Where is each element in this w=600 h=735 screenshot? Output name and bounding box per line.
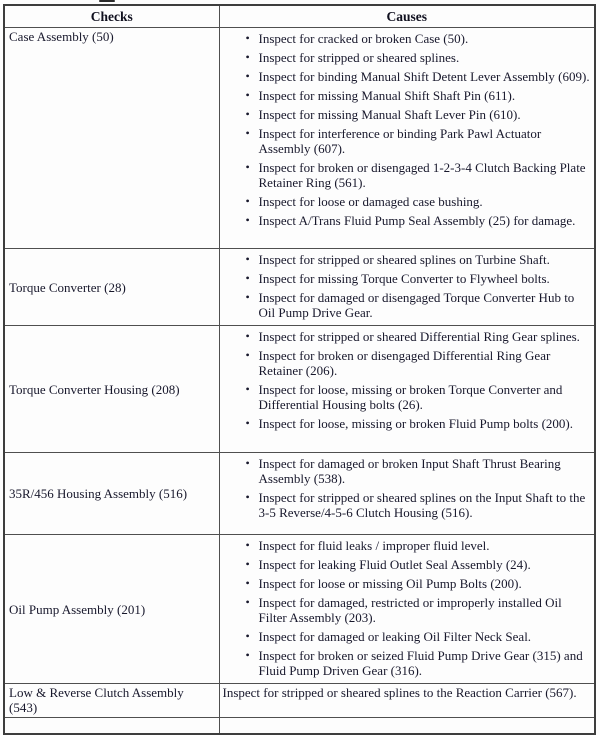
cause-item [246,557,593,572]
column-header-causes: Causes [219,5,595,28]
table-row [4,326,595,453]
cause-item [246,595,593,625]
cause-item [246,31,593,46]
causes-list [220,326,595,436]
bullet-icon: • [245,69,250,83]
cause-text: Inspect for loose or missing Oil Pump Bolts (200). [258,576,522,591]
cause-text: Inspect for stripped or sheared splines on Turbine Shaft. [258,252,550,267]
check-cell [4,535,219,684]
causes-cell [219,28,595,249]
cause-text: Inspect for stripped or sheared splines on the Input Shaft to the 3-5 Reverse/4-5-6 Clutch Housing (516). [258,490,586,520]
bullet-icon: • [245,416,250,430]
check-cell [4,684,219,718]
table-body [4,28,595,735]
bullet-icon: • [245,557,250,571]
bullet-icon: • [245,290,250,304]
cause-item [246,290,593,320]
cause-item [246,416,593,431]
cause-item [246,252,593,267]
check-label: Torque Converter (28) [9,279,126,295]
cause-item [246,490,593,520]
bullet-icon: • [245,595,250,609]
table-row [4,28,595,249]
bullet-icon: • [245,382,250,396]
cause-item [246,382,593,412]
cause-text: Inspect for binding Manual Shift Detent Lever Assembly (609). [258,69,590,84]
bullet-icon: • [245,160,250,174]
cause-text: Inspect for stripped or sheared splines. [258,50,460,65]
cause-item [246,629,593,644]
cause-text: Inspect for broken or disengaged Differential Ring Gear Retainer (206). [258,348,551,378]
causes-cell [219,326,595,453]
cause-item [246,88,593,103]
cause-text: Inspect for broken or disengaged 1-2-3-4 Clutch Backing Plate Retainer Ring (561). [258,160,586,190]
cause-item [246,160,593,190]
cause-item [246,69,593,84]
check-cell [4,453,219,535]
bullet-icon: • [245,629,250,643]
bullet-icon: • [245,348,250,362]
cause-text: Inspect for stripped or sheared splines to the Reaction Carrier (567). [222,685,577,700]
cause-item [246,50,593,65]
cause-text: Inspect for loose, missing or broken Torque Converter and Differential Housing bolts (26). [258,382,563,412]
cause-text: Inspect A/Trans Fluid Pump Seal Assembly (25) for damage. [258,213,576,228]
cause-item [246,456,593,486]
table-row [4,684,595,718]
cause-text: Inspect for loose or damaged case bushing. [258,194,483,209]
causes-cell [219,453,595,535]
cause-item [246,348,593,378]
check-label: Case Assembly (50) [9,29,114,44]
cause-text: Inspect for interference or binding Park Pawl Actuator Assembly (607). [258,126,542,156]
causes-list [220,453,595,525]
cause-item [246,271,593,286]
table-row [4,249,595,326]
check-label: Low & Reverse Clutch Assembly (543) [9,685,184,715]
bullet-icon: • [245,252,250,266]
causes-list [220,249,595,325]
causes-cell [219,535,595,684]
clipped-text-fragment [99,0,115,2]
cause-text: Inspect for broken or seized Fluid Pump Drive Gear (315) and Fluid Pump Driven Gear (316). [258,648,583,678]
table-header-row [4,5,595,28]
cause-item [246,107,593,122]
bullet-icon: • [245,271,250,285]
causes-cell [219,684,595,718]
check-cell [4,28,219,249]
cause-item [246,576,593,591]
column-header-checks: Checks [4,5,219,28]
causes-cell [219,249,595,326]
cause-item [246,648,593,678]
bullet-icon: • [245,213,250,227]
bullet-icon: • [245,126,250,140]
bullet-icon: • [245,329,250,343]
causes-list [220,28,595,233]
table-row [4,453,595,535]
check-label: Oil Pump Assembly (201) [9,601,146,617]
cause-text: Inspect for leaking Fluid Outlet Seal Assembly (24). [258,557,531,572]
bullet-icon: • [245,490,250,504]
cause-item [246,194,593,209]
cause-text: Inspect for loose, missing or broken Fluid Pump bolts (200). [258,416,574,431]
cause-text: Inspect for fluid leaks / improper fluid level. [258,538,490,553]
bullet-icon: • [245,648,250,662]
bullet-icon: • [245,456,250,470]
cause-text: Inspect for missing Torque Converter to Flywheel bolts. [258,271,550,286]
cause-text: Inspect for damaged, restricted or improperly installed Oil Filter Assembly (203). [258,595,562,625]
check-cell [4,326,219,453]
cause-text: Inspect for missing Manual Shaft Lever Pin (610). [258,107,521,122]
cause-text: Inspect for missing Manual Shift Shaft Pin (611). [258,88,516,103]
cause-item [246,126,593,156]
bullet-icon: • [245,194,250,208]
diagnosis-checks-causes-table [3,4,596,735]
check-cell [4,249,219,326]
cause-item [246,538,593,553]
cause-item [246,213,593,228]
bullet-icon: • [245,31,250,45]
check-label: Torque Converter Housing (208) [9,381,180,397]
table-row [4,535,595,684]
cause-text: Inspect for stripped or sheared Differential Ring Gear splines. [258,329,580,344]
causes-list [220,535,595,683]
check-label: 35R/456 Housing Assembly (516) [9,486,188,501]
bullet-icon: • [245,107,250,121]
cause-text: Inspect for damaged or disengaged Torque Converter Hub to Oil Pump Drive Gear. [258,290,575,320]
cause-text: Inspect for damaged or leaking Oil Filter Neck Seal. [258,629,532,644]
bullet-icon: • [245,50,250,64]
bullet-icon: • [245,576,250,590]
bullet-icon: • [245,538,250,552]
bullet-icon: • [245,88,250,102]
cause-text: Inspect for cracked or broken Case (50). [258,31,469,46]
cause-text: Inspect for damaged or broken Input Shaft Thrust Bearing Assembly (538). [258,456,561,486]
cause-item [246,329,593,344]
